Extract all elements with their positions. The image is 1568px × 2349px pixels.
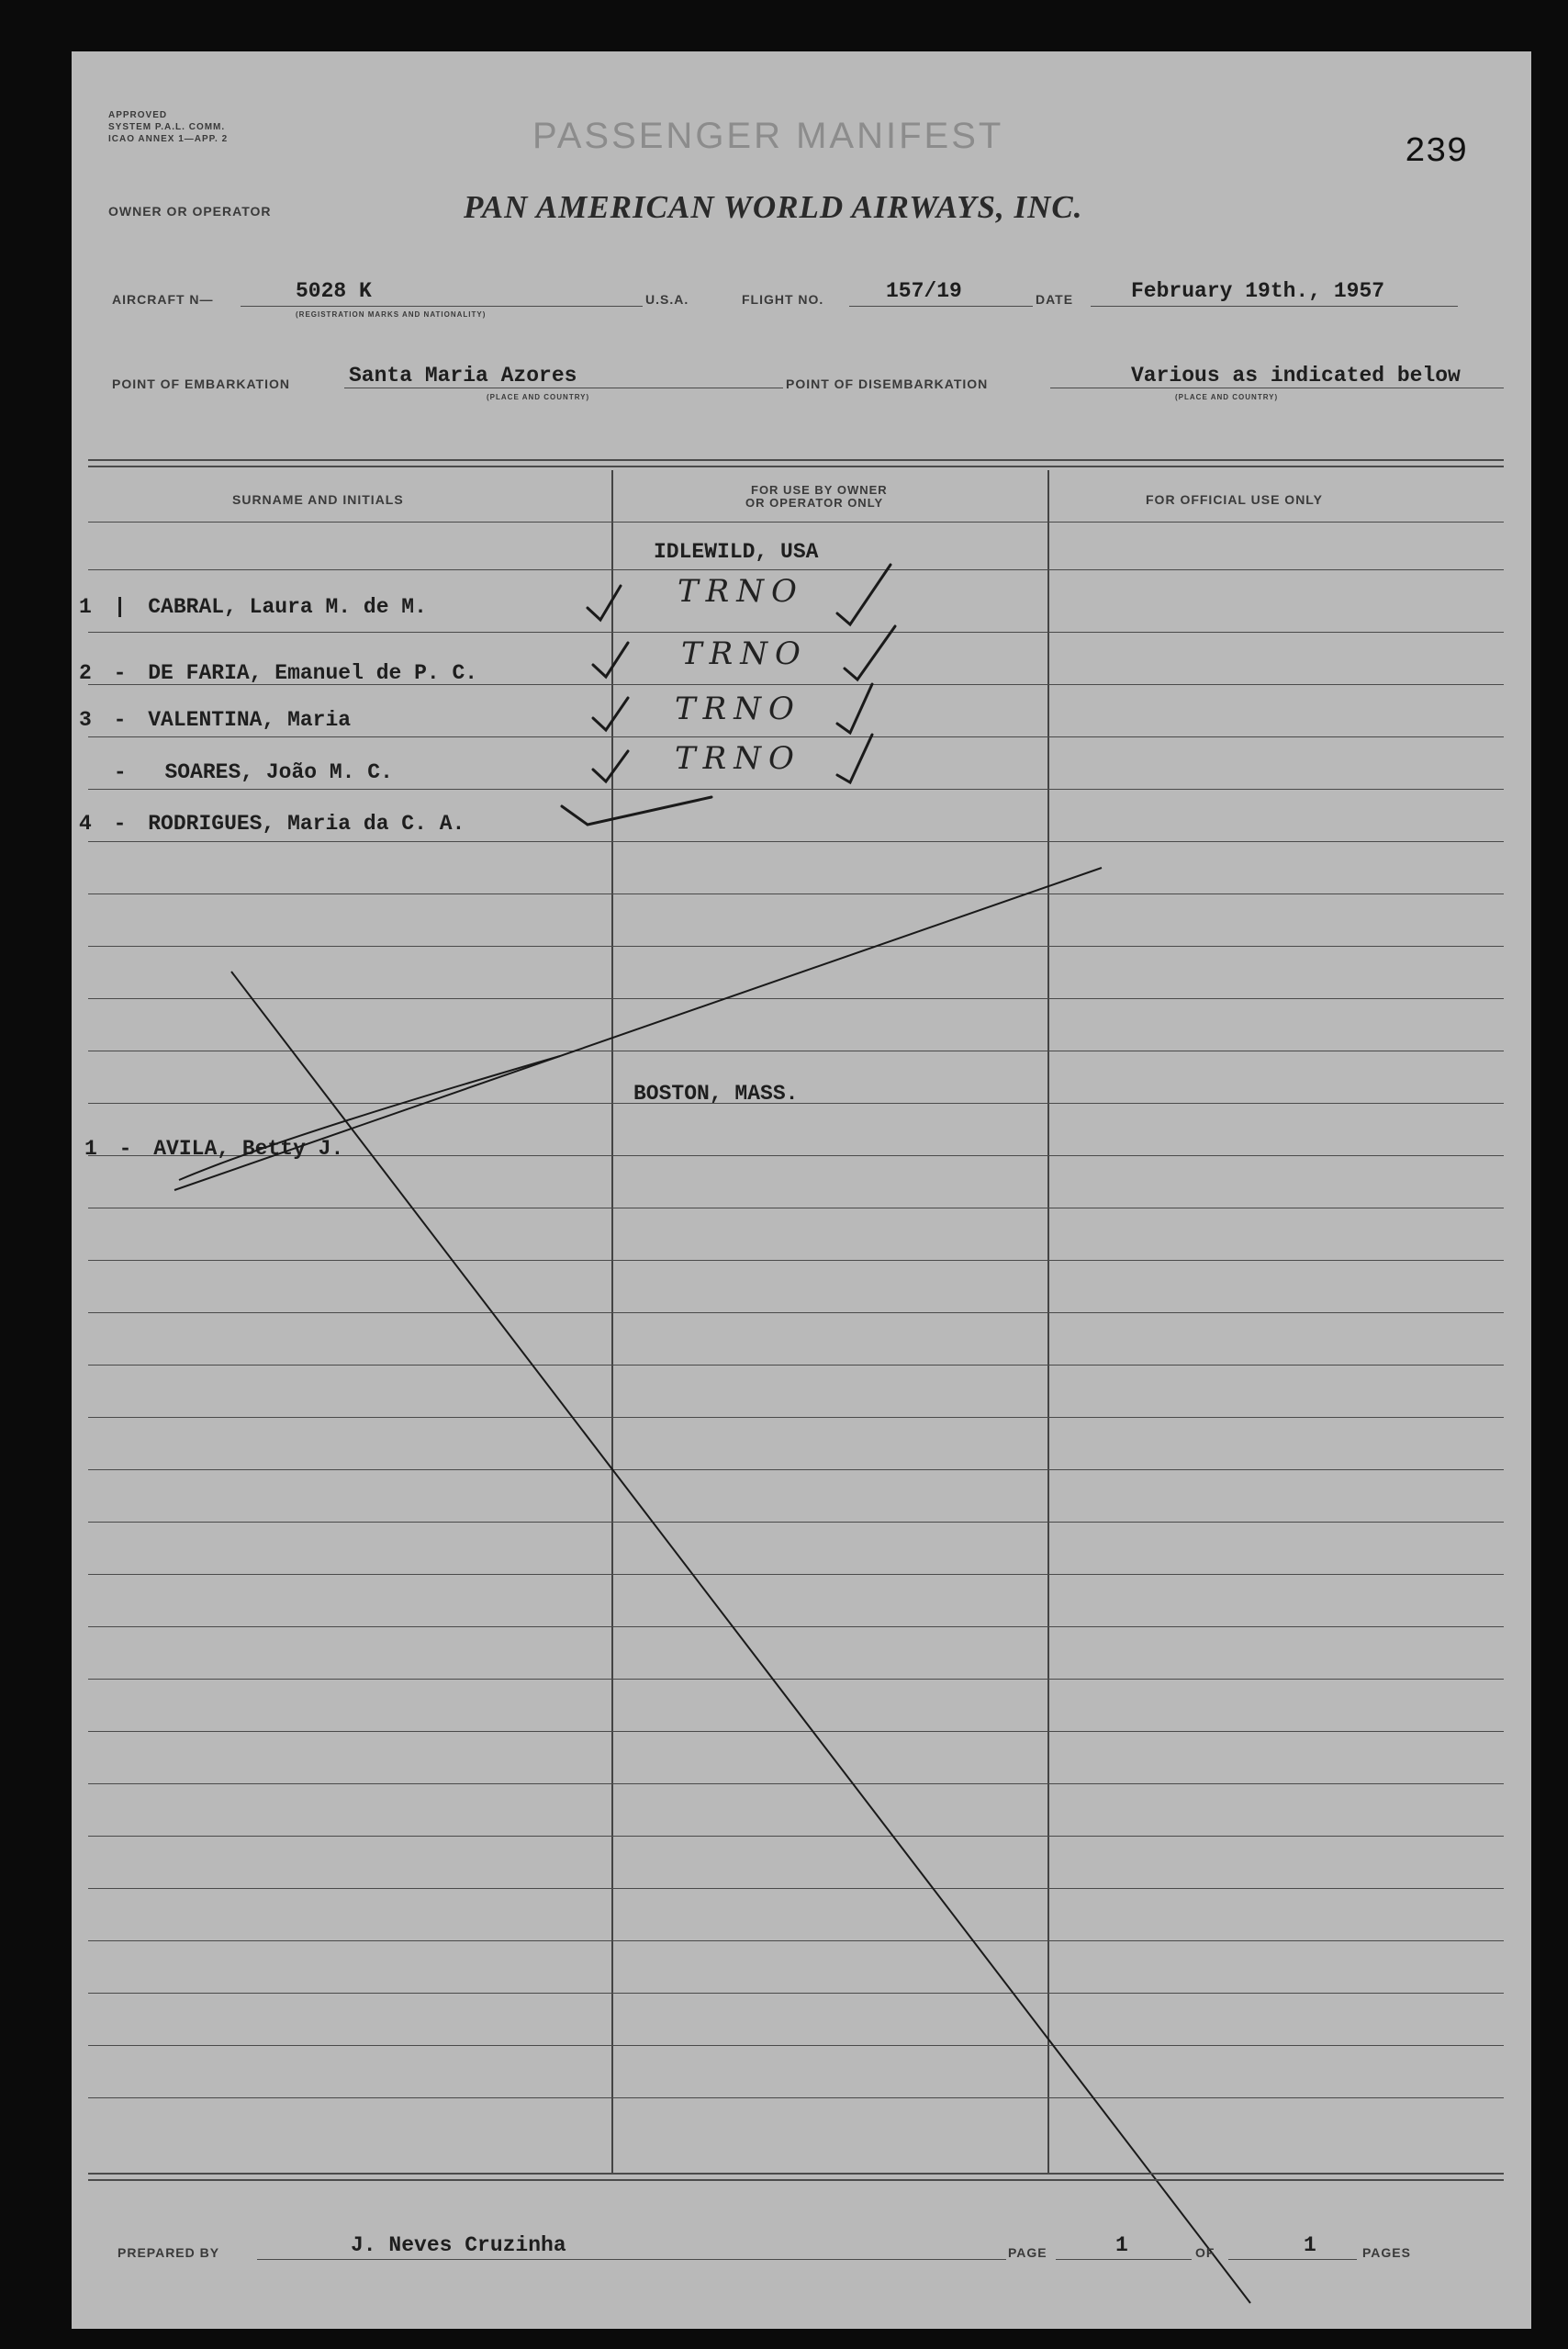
col-surname-header: SURNAME AND INITIALS: [232, 492, 404, 507]
page-stamp-number: 239: [1405, 132, 1468, 172]
flight-value: 157/19: [886, 279, 962, 303]
passenger-name: RODRIGUES, Maria da C. A.: [148, 812, 465, 836]
handwritten-trno-mark: TRNO: [675, 691, 801, 727]
page-label: PAGE: [1008, 2245, 1047, 2260]
form-title: PASSENGER MANIFEST: [532, 116, 1004, 156]
checkmark-icon: [588, 586, 621, 620]
cancellation-strokes: [174, 868, 1250, 2303]
passenger-number: 1: [84, 1137, 97, 1161]
disembarkation-caption: (PLACE AND COUNTRY): [1175, 393, 1279, 401]
row-separator: -: [118, 1137, 132, 1161]
handwritten-trno-mark: TRNO: [681, 635, 808, 672]
checkmark-icon: [837, 565, 890, 624]
passenger-number: 1: [79, 595, 92, 619]
checkmark-icon: [837, 735, 872, 782]
passenger-number: 3: [79, 708, 92, 732]
of-label: OF: [1195, 2245, 1215, 2260]
passenger-number: 2: [79, 661, 92, 685]
row-separator: -: [113, 708, 127, 732]
checkmark-icon: [593, 751, 628, 781]
checkmark-icon: [593, 643, 628, 677]
flight-label: FLIGHT NO.: [742, 292, 824, 307]
passenger-name: SOARES, João M. C.: [164, 760, 393, 784]
registration-caption: (REGISTRATION MARKS AND NATIONALITY): [296, 310, 487, 319]
col-official-header: FOR OFFICIAL USE ONLY: [1146, 492, 1323, 507]
of-value: 1: [1304, 2233, 1316, 2257]
row-separator: -: [113, 812, 127, 836]
passenger-name: AVILA, Betty J.: [153, 1137, 344, 1161]
prepared-by-value: J. Neves Cruzinha: [351, 2233, 566, 2257]
col-owner-header-2: OR OPERATOR ONLY: [745, 496, 884, 510]
pages-label: PAGES: [1362, 2245, 1411, 2260]
date-label: DATE: [1036, 292, 1074, 307]
row-separator: -: [113, 661, 127, 685]
col-owner-header-1: FOR USE BY OWNER: [751, 483, 888, 497]
checkmark-icon: [593, 698, 628, 730]
approval-line-2: SYSTEM P.A.L. COMM.: [108, 122, 226, 132]
approval-line-1: APPROVED: [108, 110, 168, 120]
checkmark-icon: [845, 626, 895, 680]
embarkation-caption: (PLACE AND COUNTRY): [487, 393, 590, 401]
row-separator: -: [113, 760, 127, 784]
embarkation-label: POINT OF EMBARKATION: [112, 377, 290, 391]
passenger-name: CABRAL, Laura M. de M.: [148, 595, 427, 619]
page-value: 1: [1115, 2233, 1128, 2257]
passenger-name: DE FARIA, Emanuel de P. C.: [148, 661, 478, 685]
disembarkation-label: POINT OF DISEMBARKATION: [786, 377, 989, 391]
passenger-name: VALENTINA, Maria: [148, 708, 352, 732]
handwritten-trno-mark: TRNO: [675, 740, 801, 777]
passenger-number: 4: [79, 812, 92, 836]
airline-name: PAN AMERICAN WORLD AIRWAYS, INC.: [464, 189, 1083, 225]
prepared-by-label: PREPARED BY: [118, 2245, 220, 2260]
owner-label: OWNER OR OPERATOR: [108, 204, 272, 219]
row-separator: |: [113, 595, 127, 619]
destination-idlewild: IDLEWILD, USA: [654, 540, 819, 564]
destination-boston: BOSTON, MASS.: [633, 1082, 799, 1106]
aircraft-value: 5028 K: [296, 279, 372, 303]
date-value: February 19th., 1957: [1131, 279, 1385, 303]
approval-line-3: ICAO ANNEX 1—APP. 2: [108, 134, 229, 144]
disembarkation-value: Various as indicated below: [1131, 364, 1461, 388]
country-label: U.S.A.: [645, 292, 689, 307]
checkmark-icon: [837, 684, 872, 733]
embarkation-value: Santa Maria Azores: [349, 364, 577, 388]
aircraft-label: AIRCRAFT N—: [112, 292, 214, 307]
checkmark-icon: [562, 797, 711, 825]
handwritten-trno-mark: TRNO: [678, 573, 804, 610]
